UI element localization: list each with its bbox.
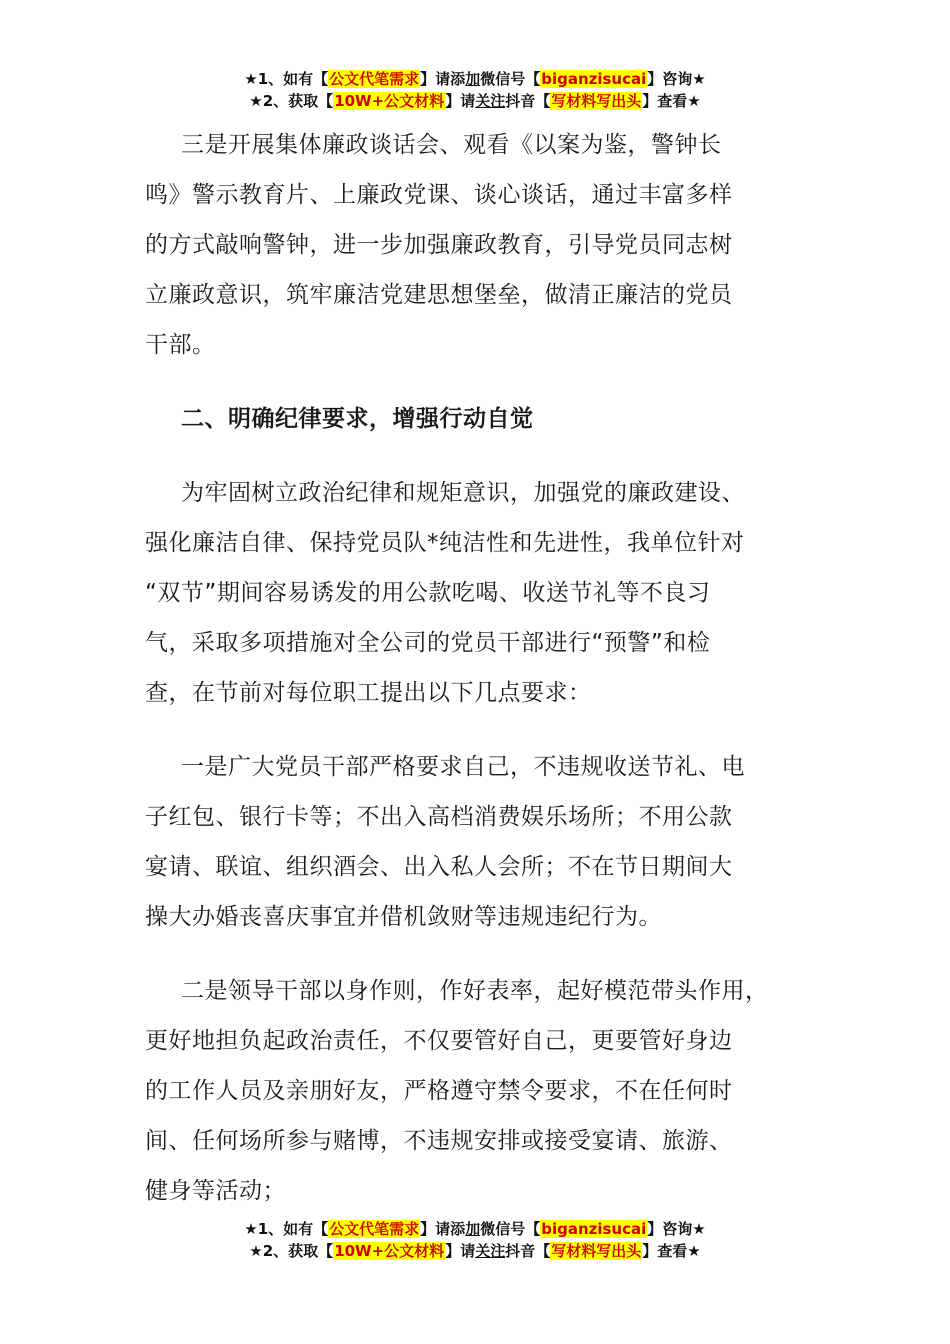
text-line: 更好地担负起政治责任，不仅要管好自己，更要管好身边 [145, 1028, 733, 1054]
text-line: 间、任何场所参与赌博，不违规安排或接受宴请、旅游、 [145, 1128, 733, 1154]
highlight-service: 公文代笔需求 [329, 70, 420, 88]
banner-text: 】咨询★ [647, 70, 706, 88]
text-line: 立廉政意识，筑牢廉洁党建思想堡垒，做清正廉洁的党员 [145, 282, 733, 308]
banner-text: ★2、获取【 [249, 1242, 334, 1260]
banner-underlined: 关注 [475, 1242, 506, 1260]
banner-text: 】请添 [420, 1220, 466, 1238]
section-heading: 二、明确纪律要求，增强行动自觉 [181, 406, 534, 432]
text-line: 操大办婚丧喜庆事宜并借机敛财等违规违纪行为。 [145, 904, 662, 930]
paragraph-3 [145, 742, 825, 942]
highlight-wechat-id: biganzisucai [541, 70, 647, 88]
banner-text: 】咨询★ [647, 1220, 706, 1238]
text-line: 二是领导干部以身作则，作好表率，起好模范带头作用， [181, 978, 769, 1004]
text-line: “双节”期间容易诱发的用公款吃喝、收送节礼等不良习 [145, 580, 711, 606]
highlight-service: 公文代笔需求 [329, 1220, 420, 1238]
banner-text: 微信号【 [480, 1220, 541, 1238]
banner-text: 】查看★ [642, 1242, 701, 1260]
banner-text: ★2、获取【 [249, 92, 334, 110]
banner-line-2 [0, 1240, 950, 1262]
banner-line-2 [0, 90, 950, 112]
text-line: 强化廉洁自律、保持党员队*纯洁性和先进性，我单位针对 [145, 530, 745, 556]
banner-text: 抖音【 [505, 1242, 551, 1260]
text-line: 为牢固树立政治纪律和规矩意识，加强党的廉政建设、 [181, 480, 745, 506]
highlight-materials: 10W+公文材料 [334, 1242, 445, 1260]
highlight-douyin: 写材料写出头 [551, 92, 642, 110]
top-banner [0, 68, 950, 112]
banner-line-1 [0, 68, 950, 90]
text-line: 干部。 [145, 332, 216, 358]
paragraph-4 [145, 966, 825, 1216]
text-line: 鸣》警示教育片、上廉政党课、谈心谈话，通过丰富多样 [145, 182, 733, 208]
banner-text: ★1、如有【 [244, 70, 329, 88]
text-line: 子红包、银行卡等；不出入高档消费娱乐场所；不用公款 [145, 804, 733, 830]
banner-underlined: 加 [465, 1220, 481, 1238]
bottom-banner [0, 1218, 950, 1262]
banner-text: 】请 [445, 92, 476, 110]
text-line: 宴请、联谊、组织酒会、出入私人会所；不在节日期间大 [145, 854, 733, 880]
highlight-materials: 10W+公文材料 [334, 92, 445, 110]
banner-text: ★1、如有【 [244, 1220, 329, 1238]
document-body [145, 120, 825, 1240]
text-line: 的工作人员及亲朋好友，严格遵守禁令要求，不在任何时 [145, 1078, 733, 1104]
highlight-wechat-id: biganzisucai [541, 1220, 647, 1238]
banner-text: 抖音【 [505, 92, 551, 110]
text-line: 的方式敲响警钟，进一步加强廉政教育，引导党员同志树 [145, 232, 733, 258]
highlight-douyin: 写材料写出头 [551, 1242, 642, 1260]
paragraph-2 [145, 468, 825, 718]
banner-text: 】查看★ [642, 92, 701, 110]
paragraph-1 [145, 120, 825, 370]
banner-line-1 [0, 1218, 950, 1240]
banner-text: 】请 [445, 1242, 476, 1260]
banner-underlined: 加 [465, 70, 481, 88]
banner-text: 微信号【 [480, 70, 541, 88]
text-line: 气，采取多项措施对全公司的党员干部进行“预警”和检 [145, 630, 711, 656]
text-line: 健身等活动； [145, 1178, 286, 1204]
text-line: 一是广大党员干部严格要求自己，不违规收送节礼、电 [181, 754, 745, 780]
text-line: 三是开展集体廉政谈话会、观看《以案为鉴，警钟长 [181, 132, 722, 158]
banner-underlined: 关注 [475, 92, 506, 110]
banner-text: 】请添 [420, 70, 466, 88]
text-line: 查，在节前对每位职工提出以下几点要求： [145, 680, 592, 706]
